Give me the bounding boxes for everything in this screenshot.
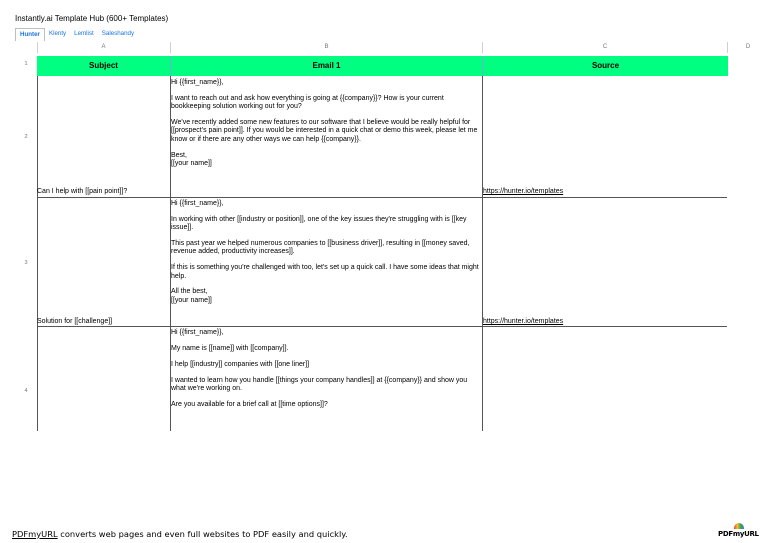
source-cell[interactable]: https://hunter.io/templates xyxy=(483,188,564,195)
column-header-d[interactable]: D xyxy=(745,44,751,50)
pdfmyurl-link[interactable]: PDFmyURL xyxy=(12,529,58,539)
email-line: Best, [[your name]] xyxy=(171,151,212,167)
table-row[interactable] xyxy=(37,327,727,431)
subject-cell[interactable]: Can I help with [[pain point]]? xyxy=(37,188,128,195)
email-line: If this is something you're challenged with too, let's set up a quick call. I have some ideas that might help. xyxy=(171,264,479,280)
tab-klenty[interactable]: Klenty xyxy=(48,30,67,37)
email-line: I wanted to learn how you handle [[things your company handles]] at {{company}} and show you what we're working on. xyxy=(171,376,468,392)
email-line: Hi {{first_name}}, xyxy=(171,79,224,86)
email-cell[interactable] xyxy=(171,329,483,409)
source-cell[interactable]: https://hunter.io/templates xyxy=(483,318,564,325)
header-subject[interactable]: Subject xyxy=(37,56,171,76)
email-line: We've recently added some new features to our software that I believe would be really helpful for [[prospect's pain point]]. If you would be interested in a quick chat or demo this week, please let me know or if there are any other ways we can help {{company}}. xyxy=(171,119,478,143)
header-email[interactable]: Email 1 xyxy=(171,56,483,76)
tab-hunter[interactable]: Hunter xyxy=(15,28,45,41)
email-cell[interactable] xyxy=(171,79,483,168)
tab-lemlist[interactable]: Lemlist xyxy=(74,30,94,37)
table-row[interactable] xyxy=(37,198,727,327)
logo-icon xyxy=(734,523,744,529)
email-line: Are you available for a brief call at [[time options]]? xyxy=(171,400,328,408)
email-line: I help [[industry]] companies with [[one liner]] xyxy=(171,360,310,368)
email-line: I want to reach out and ask how everything is going at {{company}}? How is your current bookkeeping solution working out for you? xyxy=(171,94,444,111)
email-line: My name is [[name]] with [[company]]. xyxy=(171,344,289,352)
email-cell[interactable] xyxy=(171,200,483,305)
logo-text: PDFmyURL xyxy=(718,530,759,538)
row-number[interactable]: 3 xyxy=(24,260,28,266)
sheet-tabs xyxy=(15,28,138,41)
footer-text: converts web pages and even full websites to PDF easily and quickly. xyxy=(57,529,348,539)
footer-note xyxy=(12,529,348,539)
email-line: All the best, [[your name]] xyxy=(171,288,212,304)
column-header-a[interactable]: A xyxy=(37,42,171,53)
header-source[interactable]: Source xyxy=(591,61,620,70)
column-header-c[interactable]: C xyxy=(483,42,728,53)
email-line: In working with other [[industry or position]], one of the key issues they're struggling with is [[key issue]]. xyxy=(171,215,467,232)
document-title: Instantly.ai Template Hub (600+ Templates) xyxy=(15,14,169,23)
row-number[interactable]: 2 xyxy=(24,134,28,140)
tab-saleshandy[interactable]: Saleshandy xyxy=(101,30,135,37)
email-line: This past year we helped numerous companies to [[business driver]], resulting in [[money saved, revenue added, productivity increases]]. xyxy=(171,240,470,256)
row-number[interactable]: 4 xyxy=(24,388,28,394)
email-line: Hi {{first_name}}, xyxy=(171,329,224,336)
subject-cell[interactable]: Solution for [[challenge]] xyxy=(37,318,113,325)
table-row[interactable] xyxy=(37,76,727,198)
header-row xyxy=(37,56,728,76)
row-number[interactable]: 1 xyxy=(24,61,28,67)
pdfmyurl-logo[interactable] xyxy=(718,530,759,538)
grid-corner xyxy=(15,42,38,53)
email-line: Hi {{first_name}}, xyxy=(171,200,224,207)
column-header-b[interactable]: B xyxy=(171,42,483,53)
